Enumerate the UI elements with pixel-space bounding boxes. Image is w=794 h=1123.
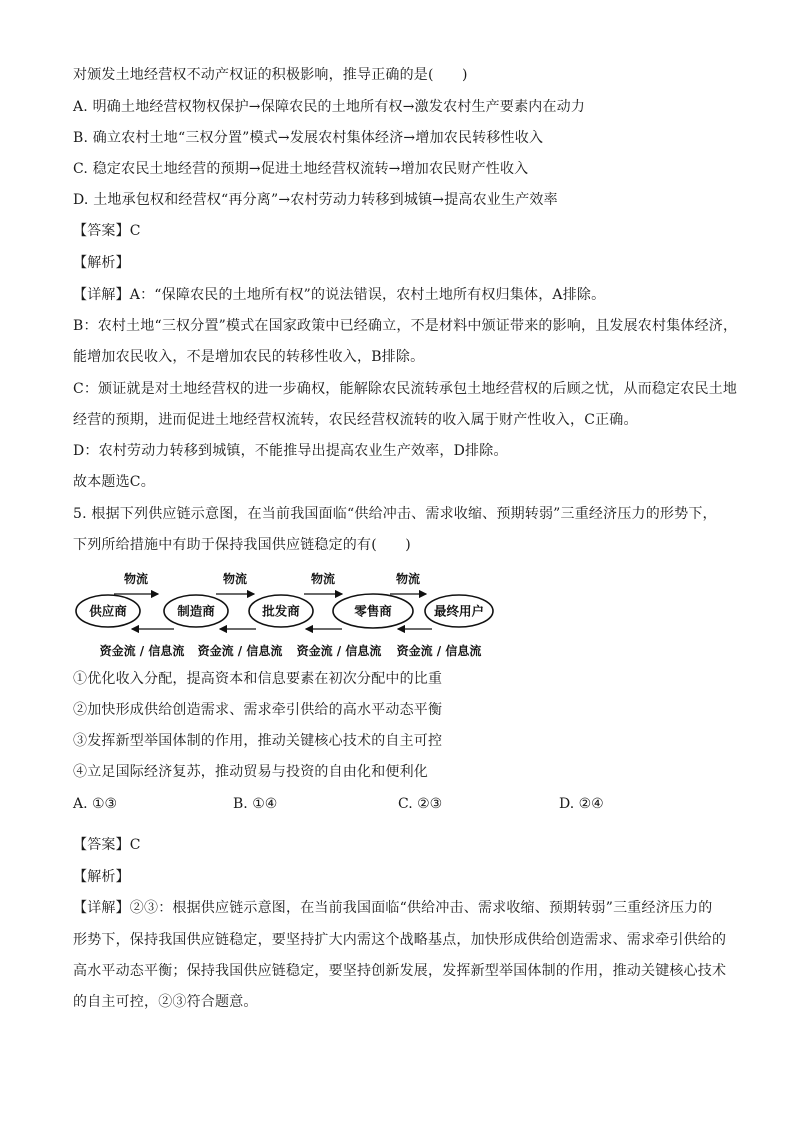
statement-1: ①优化收入分配，提高资本和信息要素在初次分配中的比重 (73, 671, 443, 687)
node-retailer-label: 零售商 (354, 603, 392, 619)
choice-a: A. ①③ (73, 796, 118, 812)
detail-4-line: C：颁证就是对土地经营权的进一步确权，能解除农民流转承包土地经营权的后顾之忧，从而稳定农民土地 (73, 381, 738, 397)
detail-4-line: 【详解】A：“保障农民的土地所有权”的说法错误，农村土地所有权归集体，A排除。 (73, 287, 606, 303)
analysis-label-5: 【解析】 (73, 869, 130, 885)
question-5-choices (73, 794, 733, 814)
answer-label-5: 【答案】C (73, 837, 141, 853)
answer-label-4: 【答案】C (73, 223, 141, 239)
statement-2: ②加快形成供给创造需求、需求牵引供给的高水平动态平衡 (73, 702, 443, 718)
supply-chain-diagram (70, 566, 500, 666)
statement-4: ④立足国际经济复苏，推动贸易与投资的自由化和便利化 (73, 764, 428, 780)
flow-label-logistics: 物流 (222, 572, 248, 586)
flow-label-funds-info: 资金流 / 信息流 (99, 644, 185, 658)
detail-5-line: 高水平动态平衡；保持我国供应链稳定，要坚持创新发展，发挥新型举国体制的作用，推动关键核心技术 (73, 963, 727, 979)
question-4-option-a: A. 明确土地经营权物权保护→保障农民的土地所有权→激发农村生产要素内在动力 (73, 99, 586, 115)
question-4-option-d: D. 土地承包权和经营权“再分离”→农村劳动力转移到城镇→提高农业生产效率 (73, 192, 558, 208)
analysis-label-4: 【解析】 (73, 255, 130, 271)
flow-label-logistics: 物流 (395, 572, 421, 586)
question-5-stem: 5. 根据下列供应链示意图，在当前我国面临“供给冲击、需求收缩、预期转弱”三重经济压力的形势下， (73, 506, 717, 522)
detail-5-line: 【详解】②③：根据供应链示意图，在当前我国面临“供给冲击、需求收缩、预期转弱”三重经济压力的 (73, 900, 713, 916)
statement-3: ③发挥新型举国体制的作用，推动关键核心技术的自主可控 (73, 733, 443, 749)
detail-4-line: D：农村劳动力转移到城镇，不能推导出提高农业生产效率，D排除。 (73, 443, 508, 459)
flow-label-funds-info: 资金流 / 信息流 (296, 644, 382, 658)
node-manufacturer-label: 制造商 (177, 603, 215, 619)
question-4-option-b: B. 确立农村土地“三权分置”模式→发展农村集体经济→增加农民转移性收入 (73, 130, 544, 146)
detail-4-line: 能增加农民收入，不是增加农民的转移性收入，B排除。 (73, 349, 425, 365)
detail-4-line: 故本题选C。 (73, 474, 155, 490)
node-wholesaler-label: 批发商 (262, 603, 300, 619)
node-end-user-label: 最终用户 (433, 603, 485, 619)
flow-label-logistics: 物流 (310, 572, 336, 586)
question-5-stem: 下列所给措施中有助于保持我国供应链稳定的有( ) (73, 537, 411, 553)
choice-c: C. ②③ (398, 796, 443, 812)
detail-5-line: 形势下，保持我国供应链稳定，要坚持扩大内需这个战略基点，加快形成供给创造需求、需求牵引供给的 (73, 932, 727, 948)
question-4-option-c: C. 稳定农民土地经营的预期→促进土地经营权流转→增加农民财产性收入 (73, 161, 529, 177)
flow-label-funds-info: 资金流 / 信息流 (197, 644, 283, 658)
node-supplier-label: 供应商 (89, 603, 127, 619)
choice-b: B. ①④ (233, 796, 278, 812)
detail-5-line: 的自主可控，②③符合题意。 (73, 994, 258, 1010)
flow-label-funds-info: 资金流 / 信息流 (396, 644, 482, 658)
choice-d: D. ②④ (559, 796, 604, 812)
flow-label-logistics: 物流 (123, 572, 149, 586)
question-4-stem: 对颁发土地经营权不动产权证的积极影响，推导正确的是( ) (73, 67, 468, 83)
detail-4-line: 经营的预期，进而促进土地经营权流转，农民经营权流转的收入属于财产性收入，C正确。 (73, 412, 638, 428)
detail-4-line: B：农村土地“三权分置”模式在国家政策中已经确立，不是材料中颁证带来的影响，且发展农村集体经济， (73, 318, 738, 334)
